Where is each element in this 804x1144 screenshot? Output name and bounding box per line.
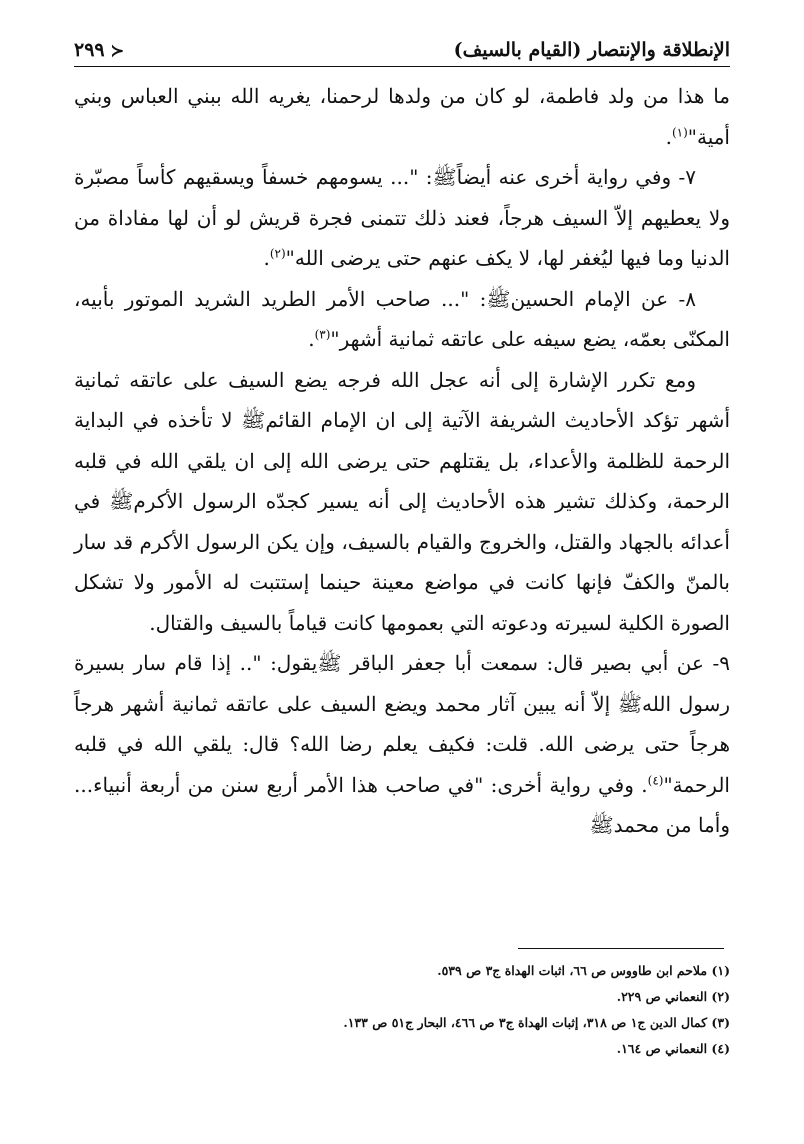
paragraph-4: ومع تكرر الإشارة إلى أنه عجل الله فرجه يضع السيف على عاتقه ثمانية أشهر تؤكد الأحاديث الشريفة الآتية إلى ان الإمام القائمﷺ لا تأخذه في البداية الرحمة للظلمة والأعداء، بل يقتلهم حتى يرضى الله إلى ان يلقي الله في قلبه الرحمة، وكذلك تشير هذه الأحاديث إلى أنه يسير كجدّه الرسول الأكرمﷺ في أعدائه بالجهاد والقتل، والخروج والقيام بالسيف، وإن يكن الرسول الأكرم قد سار بالمنّ والكفّ فإنها كانت في مواضع معينة حينما إستتبت له الأمور ولا تشكل الصورة الكلية لسيرته ودعوته التي بعمومها كانت قياماً بالسيف والقتال. [74,367,730,635]
paragraph-3: ٨- عن الإمام الحسينﷺ: "... صاحب الأمر الطريد الشريد الموتور بأبيه، المكنّى بعمّه، يضع سيفه على عاتقه ثمانية أشهر"$^{(٣)}$. [74,286,730,351]
page-header [74,30,730,67]
footnote-4: (٤) النعماني ص ١٦٤. [616,1041,730,1056]
paragraph-1: ما هذا من ولد فاطمة، لو كان من ولدها لرحمنا، يغريه الله ببني العباس وبني أمية"$^{(١)}$. [74,84,731,149]
footnote-ref-2: (٢) [269,246,286,261]
arrow-icon: ≺ [110,40,125,60]
page-number-group [74,39,124,66]
footnote-ref-1: (١) [671,124,688,139]
main-text [74,76,730,846]
running-head: الإنطلاقة والإنتصار (القيام بالسيف) [453,39,730,61]
footnotes [74,958,730,1062]
footnote-ref-4: (٤) [647,772,664,787]
footnote-2: (٢) النعماني ص ٢٢٩. [616,989,730,1004]
footnote-1: (١) ملاحم ابن طاووس ص ٦٦، اثبات الهداة ج٣ ص ٥٣٩. [437,963,730,978]
paragraph-2: ٧- وفي رواية أخرى عنه أيضاًﷺ: "... يسومهم خسفاً ويسقيهم كأساً مصبّرة ولا يعطيهم إلاّ السيف هرجاً، فعند ذلك تتمنى فجرة قريش لو أن لها مفاداة من الدنيا وما فيها ليُغفر لها، لا يكف عنهم حتى يرضى الله"$^{(٢)}$. [74,165,730,270]
footnote-separator [518,948,724,949]
footnote-3: (٣) كمال الدين ج١ ص ٣١٨، إثبات الهداة ج٣ ص ٤٦٦، البحار ج٥١ ص ١٣٣. [343,1015,730,1030]
footnote-ref-3: (٣) [314,327,331,342]
paragraph-5: ٩- عن أبي بصير قال: سمعت أبا جعفر الباقر ﷺيقول: ".. إذا قام سار بسيرة رسول اللهﷺ إلاّ أنه يبين آثار محمد ويضع السيف على عاتقه ثمانية أشهر هرجاً هرجاً حتى يرضى الله. قلت: فكيف يعلم رضا الله؟ قال: يلقي الله في قلبه الرحمة"$^{(٤)}$. وفي رواية أخرى: "في صاحب هذا الأمر أربع سنن من أربعة أنبياء... وأما من محمدﷺ [74,651,730,837]
page-number: ٢٩٩ [74,39,105,61]
